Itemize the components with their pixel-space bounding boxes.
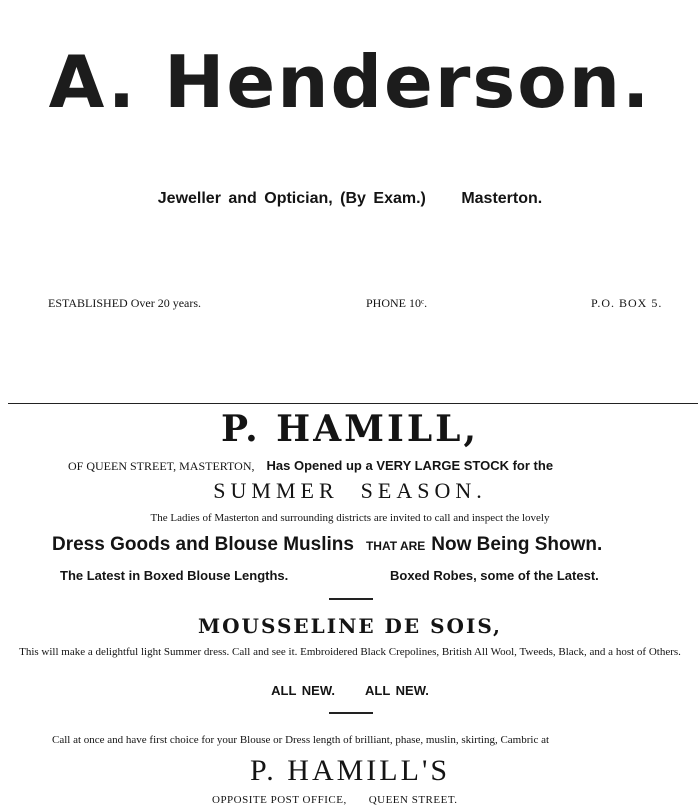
boxed-robes: Boxed Robes, some of the Latest. — [390, 568, 599, 583]
season-word: SEASON. — [360, 478, 487, 503]
hamill-invitation: The Ladies of Masterton and surrounding districts are invited to call and inspect the lovely — [150, 512, 550, 524]
mousseline-description: This will make a delightful light Summer dress. Call and see it. Embroidered Black Crepolines, British All Wool, Tweeds, Black, and a host of Others. — [19, 646, 681, 658]
summer-season-heading — [0, 478, 700, 504]
henderson-trade-line — [0, 190, 700, 208]
henderson-po-box: P.O. BOX 5. — [591, 296, 663, 310]
being-shown: Now Being Shown. — [431, 534, 603, 555]
henderson-place: Masterton. — [461, 190, 543, 207]
henderson-established: ESTABLISHED Over 20 years. — [48, 296, 202, 310]
short-divider-1 — [329, 598, 373, 600]
all-new-2: ALL NEW. — [365, 683, 429, 698]
summer-word: SUMMER — [213, 478, 339, 503]
call-at-once: Call at once and have first choice for your Blouse or Dress length of brilliant, phase, muslin, skirting, Cambric at — [52, 734, 550, 746]
latest-blouse-lengths: The Latest in Boxed Blouse Lengths. — [60, 568, 289, 583]
hamill-location-line — [212, 794, 458, 806]
all-new-1: ALL NEW. — [271, 683, 335, 698]
all-new-line — [0, 683, 700, 698]
henderson-phone: PHONE 10ᶜ. — [366, 296, 428, 310]
queen-street: QUEEN STREET. — [368, 794, 458, 806]
opposite-post-office: OPPOSITE POST OFFICE, — [212, 794, 347, 806]
dress-goods-line — [52, 534, 602, 556]
that-are: THAT ARE — [365, 539, 426, 553]
hamills-name: P. HAMILL'S — [249, 754, 451, 787]
henderson-trade: Jeweller and Optician, — [157, 190, 333, 207]
short-divider-2 — [329, 712, 373, 714]
hamill-announcement: Has Opened up a VERY LARGE STOCK for the — [266, 458, 554, 473]
dress-goods: Dress Goods and Blouse Muslins — [52, 534, 354, 555]
hamill-address: OF QUEEN STREET, MASTERTON, — [68, 459, 255, 473]
hamill-address-line — [68, 457, 553, 475]
section-divider — [8, 403, 698, 404]
hamill-title: P. HAMILL, — [221, 408, 479, 450]
henderson-name: A. Henderson. — [48, 40, 652, 124]
henderson-qualification: (By Exam.) — [340, 190, 426, 207]
mousseline-heading: MOUSSELINE DE SOIS, — [197, 614, 503, 638]
